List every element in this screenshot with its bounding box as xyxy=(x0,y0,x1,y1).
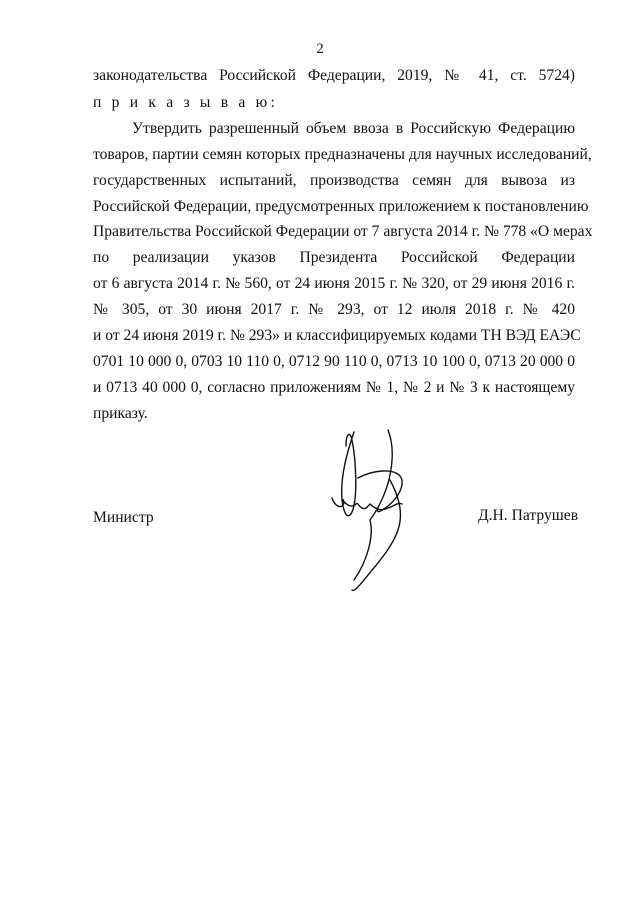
text-line-7: Правительства Российской Федерации от 7 августа 2014 г. № 778 «О мерах xyxy=(93,223,593,240)
text-line-10: № 305, от 30 июня 2017 г. № 293, от 12 июля 2018 г. № 420 xyxy=(93,301,575,318)
page-number: 2 xyxy=(316,41,324,57)
text-line-14: приказу. xyxy=(93,405,148,422)
text-line-4: товаров, партии семян которых предназначены для научных исследований, xyxy=(93,146,592,163)
text-line-13: и 0713 40 000 0, согласно приложениям № 1, № 2 и № 3 к настоящему xyxy=(93,379,575,396)
text-line-5: государственных испытаний, производства семян для вывоза из xyxy=(93,172,575,189)
text-line-2: п р и к а з ы в а ю: xyxy=(93,94,278,111)
text-line-1: законодательства Российской Федерации, 2019, № 41, ст. 5724) xyxy=(93,67,575,84)
text-line-3: Утвердить разрешенный объем ввоза в Российскую Федерацию xyxy=(132,120,575,137)
signatory-name: Д.Н. Патрушев xyxy=(478,507,579,524)
signatory-title: Министр xyxy=(93,509,154,526)
text-line-8: по реализации указов Президента Российской Федерации xyxy=(93,249,575,266)
text-line-12: 0701 10 000 0, 0703 10 110 0, 0712 90 110 0, 0713 10 100 0, 0713 20 000 0 xyxy=(93,353,575,370)
text-line-9: от 6 августа 2014 г. № 560, от 24 июня 2015 г. № 320, от 29 июня 2016 г. xyxy=(93,275,575,292)
text-line-6: Российской Федерации, предусмотренных приложением к постановлению xyxy=(93,198,589,215)
text-line-11: и от 24 июня 2019 г. № 293» и классифицируемых кодами ТН ВЭД ЕАЭС xyxy=(93,327,581,344)
handwritten-signature xyxy=(318,420,418,595)
